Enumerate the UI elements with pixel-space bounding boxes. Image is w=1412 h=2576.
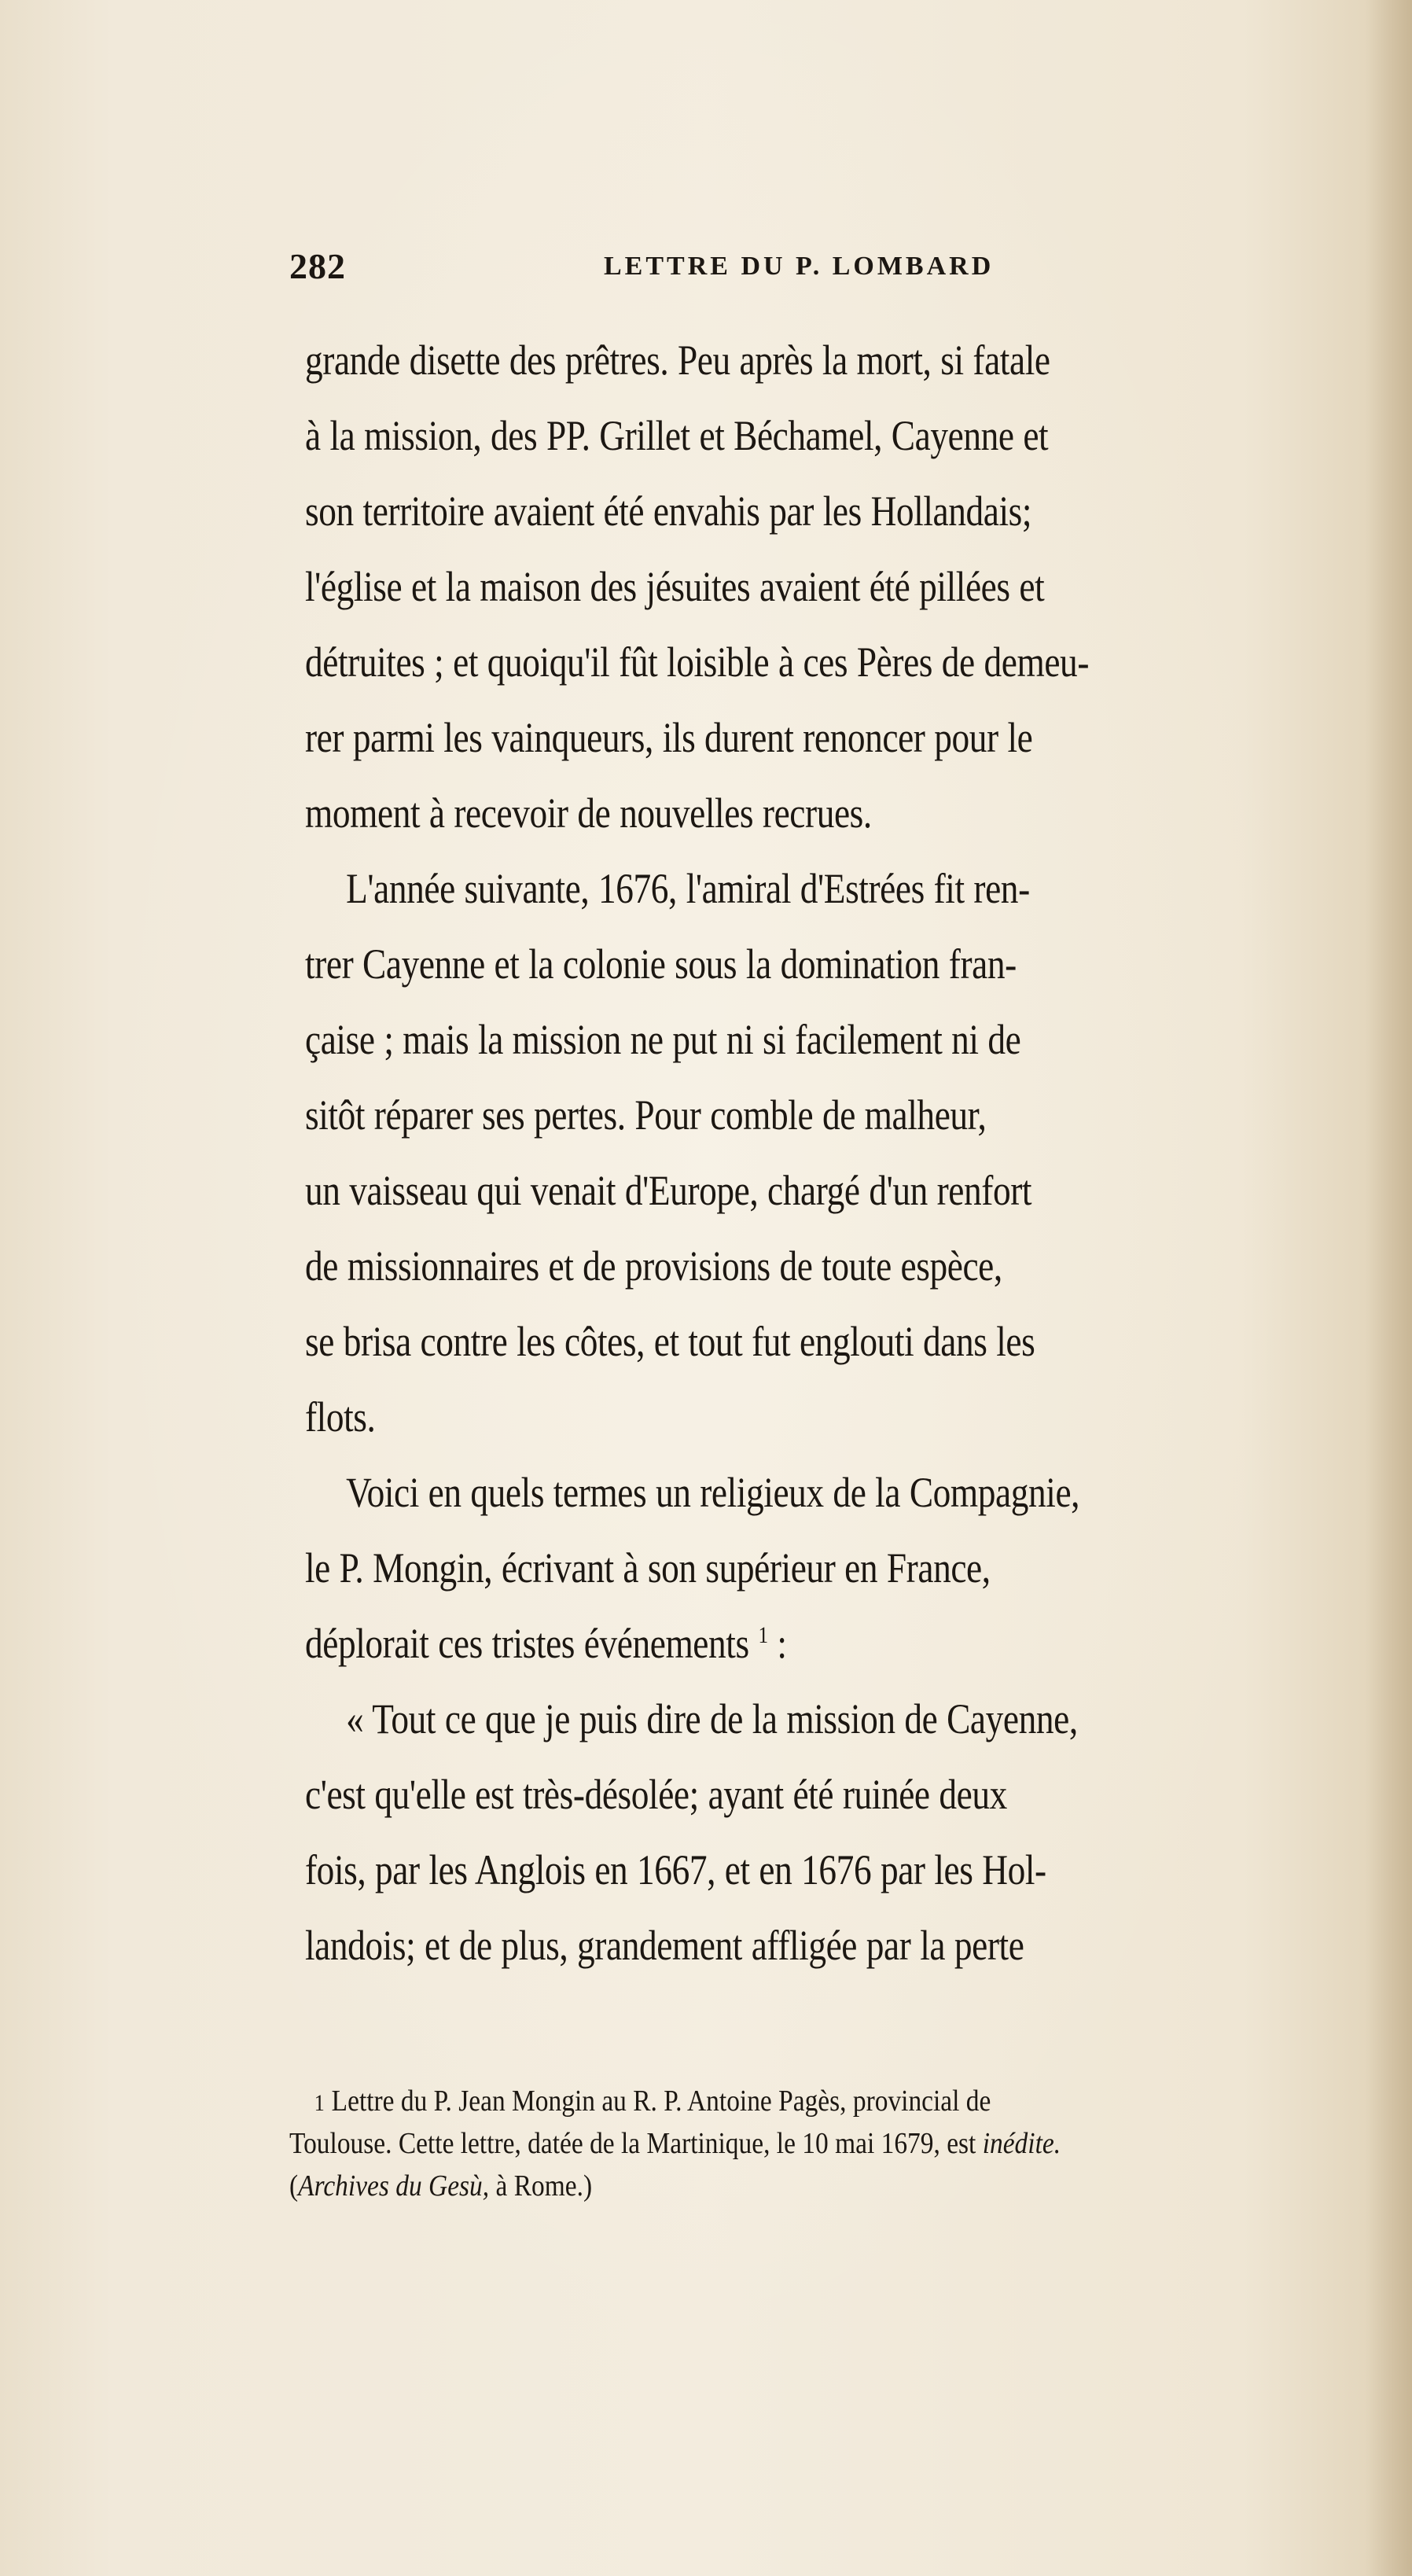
page-number: 282 [289,246,346,286]
running-head: LETTRE DU P. LOMBARD [604,252,995,281]
paragraph-start-line: L'année suivante, 1676, l'amiral d'Estrées fit ren- [346,865,1030,912]
text-line: le P. Mongin, écrivant à son supérieur en France, [305,1544,991,1592]
footnote-italic-source: Archives du Gesù, [298,2169,490,2202]
footnote-text: Toulouse. Cette lettre, datée de la Martinique, le 10 mai 1679, est [289,2127,983,2160]
footnote-line [289,2080,1272,2122]
footnote-reference: 1 [758,1622,768,1648]
text-line: détruites ; et quoiqu'il fût loisible à ces Pères de demeu- [305,638,1090,686]
text-line: c'est qu'elle est très-désolée; ayant été ruinée deux [305,1771,1007,1818]
footnote-line [289,2122,1272,2165]
text-line [305,1606,1203,1681]
text-line: un vaisseau qui venait d'Europe, chargé d'un renfort [305,1167,1032,1214]
text-line: à la mission, des PP. Grillet et Béchamel, Cayenne et [305,412,1049,459]
footnote-italic-text: inédite. [982,2127,1061,2160]
text-line: çaise ; mais la mission ne put ni si facilement ni de [305,1016,1021,1063]
text-line: fois, par les Anglois en 1667, et en 1676 par les Hol- [305,1846,1046,1893]
text-line: sitôt réparer ses pertes. Pour comble de malheur, [305,1091,987,1139]
text-line: rer parmi les vainqueurs, ils durent renoncer pour le [305,714,1033,761]
footnote-line [289,2165,1272,2207]
text-line: de missionnaires et de provisions de toute espèce, [305,1242,1002,1290]
quote-start-line: « Tout ce que je puis dire de la mission de Cayenne, [346,1695,1078,1742]
page-header [289,245,1374,293]
text-line: landois; et de plus, grandement affligée par la perte [305,1922,1024,1969]
page-edge-shadow [1365,0,1412,2576]
text-line: moment à recevoir de nouvelles recrues. [305,789,872,837]
text-line: trer Cayenne et la colonie sous la domination fran- [305,940,1017,988]
paragraph-start-line: Voici en quels termes un religieux de la Compagnie, [346,1469,1080,1516]
text-line: son territoire avaient été envahis par les Hollandais; [305,488,1032,535]
footnotes [289,2080,1272,2207]
footnote-paren: ( [289,2169,299,2202]
text-line: grande disette des prêtres. Peu après la mort, si fatale [305,337,1050,384]
text-line: flots. [305,1393,376,1441]
text-line: l'église et la maison des jésuites avaient été pillées et [305,563,1045,610]
footnote-text: à Rome.) [489,2169,593,2202]
footnote-marker: 1 [314,2090,325,2116]
footnote-text: Lettre du P. Jean Mongin au R. P. Antoine Pagès, provincial de [331,2085,991,2118]
footnote-reference-suffix: : [767,1620,787,1667]
text-line-content: déplorait ces tristes événements [305,1620,749,1667]
text-line: se brisa contre les côtes, et tout fut englouti dans les [305,1318,1035,1365]
body-text [305,322,1203,1983]
